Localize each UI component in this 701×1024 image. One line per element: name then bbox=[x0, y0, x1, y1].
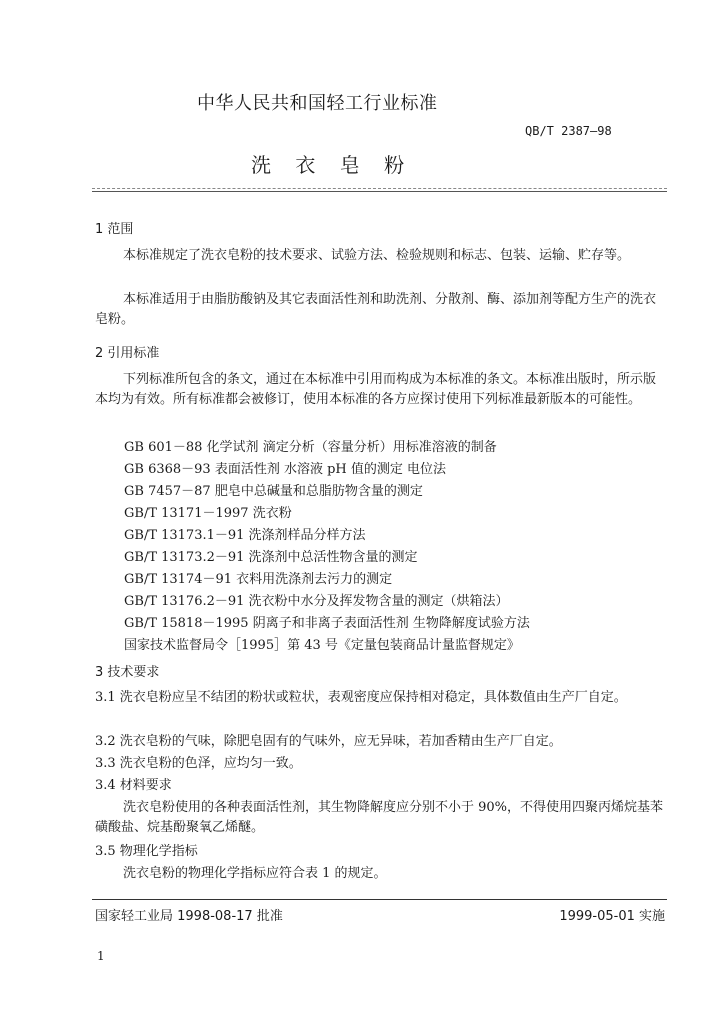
document-title: 洗 衣 皂 粉 bbox=[251, 153, 414, 177]
ref-item: GB/T 13174－91 衣料用洗涤剂去污力的测定 bbox=[124, 572, 393, 587]
ref-item: GB/T 15818－1995 阴离子和非离子表面活性剂 生物降解度试验方法 bbox=[124, 616, 530, 631]
clause-3-3: 3.3 洗衣皂粉的色泽，应均匀一致。 bbox=[95, 756, 302, 771]
section-1-heading: 1 范围 bbox=[95, 222, 134, 237]
ref-item: 国家技术监督局令［1995］第 43 号《定量包装商品计量监督规定》 bbox=[124, 638, 520, 653]
section-3-heading: 3 技术要求 bbox=[95, 665, 160, 680]
clause-3-2: 3.2 洗衣皂粉的气味，除肥皂固有的气味外，应无异味，若加香精由生产厂自定。 bbox=[95, 734, 562, 749]
section-1-para-1: 本标准规定了洗衣皂粉的技术要求、试验方法、检验规则和标志、包装、运输、贮存等。 bbox=[123, 248, 631, 263]
page-number: 1 bbox=[97, 949, 105, 963]
clause-3-5: 3.5 物理化学指标 bbox=[95, 844, 198, 859]
ref-item: GB/T 13176.2－91 洗衣粉中水分及挥发物含量的测定（烘箱法） bbox=[124, 594, 509, 609]
section-2-heading: 2 引用标准 bbox=[95, 346, 160, 361]
header-rule-dashed bbox=[92, 188, 667, 189]
footer-rule bbox=[92, 899, 667, 900]
standard-code: QB/T 2387—98 bbox=[525, 124, 612, 138]
ref-item: GB/T 13171－1997 洗衣粉 bbox=[124, 506, 292, 521]
clause-3-1: 3.1 洗衣皂粉应呈不结团的粉状或粒状，表观密度应保持相对稳定，具体数值由生产厂自定。 bbox=[95, 690, 627, 705]
ref-item: GB 601－88 化学试剂 滴定分析（容量分析）用标准溶液的制备 bbox=[124, 440, 497, 455]
ref-item: GB/T 13173.2－91 洗涤剂中总活性物含量的测定 bbox=[124, 550, 418, 565]
section-2-para-1: 下列标准所包含的条文，通过在本标准中引用而构成为本标准的条文。本标准出版时，所示版本均为有效。所有标准都会被修订，使用本标准的各方应探讨使用下列标准最新版本的可能性。 bbox=[95, 372, 657, 407]
clause-3-4-para: 洗衣皂粉使用的各种表面活性剂，其生物降解度应分别不小于 90%，不得使用四聚丙烯烷基苯磺酸盐、烷基酚聚氧乙烯醚。 bbox=[95, 800, 664, 835]
ref-item: GB 7457－87 肥皂中总碱量和总脂肪物含量的测定 bbox=[124, 484, 423, 499]
ref-item: GB/T 13173.1－91 洗涤剂样品分样方法 bbox=[124, 528, 366, 543]
approval-date: 国家轻工业局 1998-08-17 批准 bbox=[95, 909, 283, 924]
ref-item: GB 6368－93 表面活性剂 水溶液 pH 值的测定 电位法 bbox=[124, 462, 447, 477]
clause-3-5-para: 洗衣皂粉的物理化学指标应符合表 1 的规定。 bbox=[123, 866, 387, 881]
section-1-para-2: 本标准适用于由脂肪酸钠及其它表面活性剂和助洗剂、分散剂、酶、添加剂等配方生产的洗衣皂粉。 bbox=[95, 292, 657, 327]
standard-org: 中华人民共和国轻工行业标准 bbox=[197, 93, 438, 114]
clause-3-4: 3.4 材料要求 bbox=[95, 778, 172, 793]
header-rule bbox=[92, 191, 667, 192]
implementation-date: 1999-05-01 实施 bbox=[559, 909, 665, 924]
